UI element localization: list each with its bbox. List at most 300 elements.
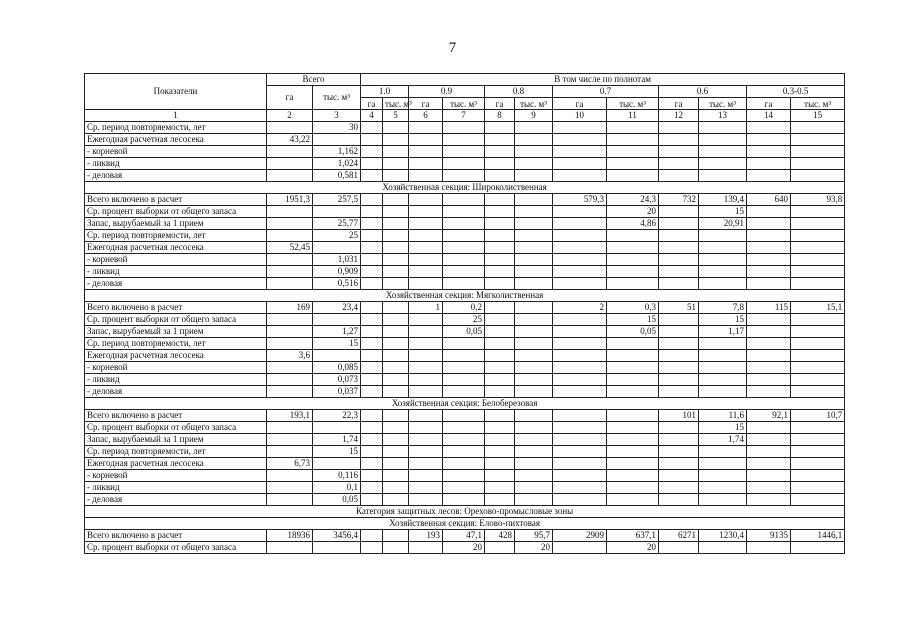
table-cell — [383, 482, 409, 494]
table-cell — [409, 446, 443, 458]
table-cell — [553, 170, 607, 182]
table-cell — [553, 254, 607, 266]
table-cell — [267, 386, 313, 398]
table-cell — [553, 422, 607, 434]
table-cell — [747, 242, 791, 254]
table-cell: 1,17 — [699, 326, 747, 338]
table-cell — [659, 434, 699, 446]
row-label: - ликвид — [85, 482, 267, 494]
table-cell: 3,6 — [267, 350, 313, 362]
table-cell: 637,1 — [607, 530, 659, 542]
sub-ha-header: га — [361, 98, 383, 110]
table-cell: 0,2 — [443, 302, 485, 314]
table-row — [85, 434, 845, 446]
table-cell — [515, 146, 553, 158]
table-cell — [553, 134, 607, 146]
table-cell: 640 — [747, 194, 791, 206]
table-cell — [383, 326, 409, 338]
table-cell — [607, 386, 659, 398]
table-cell: 6271 — [659, 530, 699, 542]
table-cell — [267, 170, 313, 182]
table-cell: 0,909 — [313, 266, 361, 278]
table-cell — [267, 122, 313, 134]
table-cell — [313, 458, 361, 470]
indicator-header: Показатели — [85, 74, 267, 110]
table-cell: 139,4 — [699, 194, 747, 206]
table-cell — [553, 218, 607, 230]
sub-ha-header: га — [553, 98, 607, 110]
table-cell: 1,27 — [313, 326, 361, 338]
table-cell — [791, 350, 845, 362]
table-cell — [267, 422, 313, 434]
table-cell — [607, 470, 659, 482]
table-cell — [361, 134, 383, 146]
table-cell — [361, 374, 383, 386]
table-cell: 0,05 — [443, 326, 485, 338]
table-cell: 0,05 — [313, 494, 361, 506]
sub-m3-header: тыс. м³ — [791, 98, 845, 110]
table-cell — [791, 158, 845, 170]
table-row — [85, 350, 845, 362]
table-cell — [791, 278, 845, 290]
table-cell — [267, 314, 313, 326]
table-cell: 24,3 — [607, 194, 659, 206]
table-cell — [361, 350, 383, 362]
table-cell — [699, 146, 747, 158]
table-cell: 30 — [313, 122, 361, 134]
table-cell — [747, 230, 791, 242]
table-cell — [361, 230, 383, 242]
table-cell — [361, 242, 383, 254]
total-m3-header: тыс. м³ — [313, 86, 361, 110]
row-label: Ср. процент выборки от общего запаса — [85, 314, 267, 326]
table-row — [85, 470, 845, 482]
table-cell — [313, 134, 361, 146]
density-header: 0.8 — [485, 86, 553, 98]
table-cell — [607, 494, 659, 506]
row-label: - ликвид — [85, 158, 267, 170]
table-cell — [443, 242, 485, 254]
table-cell: 1 — [409, 302, 443, 314]
table-cell — [409, 194, 443, 206]
table-cell — [443, 482, 485, 494]
column-number: 2 — [267, 110, 313, 122]
table-cell: 22,3 — [313, 410, 361, 422]
table-cell — [267, 254, 313, 266]
table-cell — [361, 338, 383, 350]
table-cell — [383, 386, 409, 398]
table-cell — [515, 242, 553, 254]
table-cell: 732 — [659, 194, 699, 206]
column-number: 9 — [515, 110, 553, 122]
table-cell — [659, 542, 699, 554]
row-label: - деловая — [85, 494, 267, 506]
table-cell: 0,516 — [313, 278, 361, 290]
table-cell — [383, 134, 409, 146]
table-cell — [443, 266, 485, 278]
table-cell: 9135 — [747, 530, 791, 542]
table-row — [85, 278, 845, 290]
table-cell: 92,1 — [747, 410, 791, 422]
table-cell — [699, 362, 747, 374]
table-cell — [485, 242, 515, 254]
table-cell: 25,77 — [313, 218, 361, 230]
table-cell — [699, 242, 747, 254]
table-cell — [361, 314, 383, 326]
page-number: 7 — [448, 40, 457, 56]
table-cell — [409, 122, 443, 134]
table-cell — [747, 326, 791, 338]
table-cell — [515, 446, 553, 458]
table-cell — [659, 458, 699, 470]
table-cell — [361, 302, 383, 314]
table-cell — [409, 230, 443, 242]
table-cell — [553, 386, 607, 398]
table-cell — [443, 350, 485, 362]
table-cell — [267, 362, 313, 374]
table-row — [85, 254, 845, 266]
table-cell — [383, 350, 409, 362]
column-numbers-row — [85, 110, 845, 122]
table-cell — [699, 482, 747, 494]
table-cell — [515, 434, 553, 446]
table-cell — [515, 158, 553, 170]
table-cell — [443, 434, 485, 446]
table-cell — [443, 386, 485, 398]
row-label: - деловая — [85, 386, 267, 398]
table-cell — [791, 458, 845, 470]
table-cell — [747, 338, 791, 350]
table-cell — [361, 494, 383, 506]
row-label: - ликвид — [85, 266, 267, 278]
table-cell — [515, 278, 553, 290]
table-cell — [443, 410, 485, 422]
table-cell — [485, 482, 515, 494]
row-label: Ср. период повторяемости, лет — [85, 338, 267, 350]
table-cell: 257,5 — [313, 194, 361, 206]
table-cell — [485, 230, 515, 242]
table-cell — [361, 206, 383, 218]
row-label: Ср. период повторяемости, лет — [85, 230, 267, 242]
table-cell — [791, 482, 845, 494]
table-cell: 43,22 — [267, 134, 313, 146]
table-cell: 193,1 — [267, 410, 313, 422]
table-cell — [553, 482, 607, 494]
table-cell — [791, 314, 845, 326]
table-cell — [659, 470, 699, 482]
column-number: 3 — [313, 110, 361, 122]
table-cell — [443, 206, 485, 218]
table-cell — [515, 386, 553, 398]
table-cell — [791, 326, 845, 338]
sub-ha-header: га — [409, 98, 443, 110]
row-label: Ср. период повторяемости, лет — [85, 122, 267, 134]
table-cell: 93,8 — [791, 194, 845, 206]
table-cell — [485, 326, 515, 338]
table-cell — [267, 278, 313, 290]
table-cell — [699, 122, 747, 134]
table-row — [85, 410, 845, 422]
table-cell — [313, 422, 361, 434]
table-cell — [515, 470, 553, 482]
row-label: - корневой — [85, 254, 267, 266]
table-cell — [267, 230, 313, 242]
section-row — [85, 506, 845, 518]
table-cell — [747, 350, 791, 362]
table-cell — [791, 470, 845, 482]
table-cell — [383, 302, 409, 314]
table-cell — [409, 542, 443, 554]
table-cell — [313, 350, 361, 362]
table-cell — [553, 338, 607, 350]
table-row — [85, 122, 845, 134]
column-number: 5 — [383, 110, 409, 122]
table-cell — [485, 338, 515, 350]
table-cell — [699, 230, 747, 242]
table-cell: 15 — [699, 422, 747, 434]
table-row — [85, 314, 845, 326]
table-cell — [443, 278, 485, 290]
table-cell: 579,3 — [553, 194, 607, 206]
column-number: 7 — [443, 110, 485, 122]
section-row — [85, 518, 845, 530]
table-cell — [747, 278, 791, 290]
density-header: 0.3-0.5 — [747, 86, 845, 98]
table-cell — [747, 434, 791, 446]
table-cell — [515, 374, 553, 386]
table-cell — [747, 146, 791, 158]
table-cell: 1,031 — [313, 254, 361, 266]
table-cell — [485, 254, 515, 266]
table-cell — [267, 494, 313, 506]
table-cell: 51 — [659, 302, 699, 314]
table-cell — [383, 266, 409, 278]
table-cell — [485, 362, 515, 374]
forest-allowance-table — [84, 73, 845, 554]
table-cell — [553, 146, 607, 158]
table-cell — [747, 266, 791, 278]
table-cell — [485, 350, 515, 362]
row-label: Ежегодная расчетная лесосека — [85, 458, 267, 470]
table-cell — [409, 470, 443, 482]
table-cell — [553, 446, 607, 458]
table-cell — [747, 470, 791, 482]
column-number: 4 — [361, 110, 383, 122]
table-cell — [409, 206, 443, 218]
table-cell — [607, 278, 659, 290]
table-cell — [267, 482, 313, 494]
table-cell — [553, 326, 607, 338]
table-cell — [485, 314, 515, 326]
table-cell — [383, 170, 409, 182]
table-cell — [443, 422, 485, 434]
table-cell — [659, 206, 699, 218]
table-cell — [747, 206, 791, 218]
table-cell — [409, 134, 443, 146]
density-header: 1.0 — [361, 86, 409, 98]
table-cell — [485, 146, 515, 158]
table-cell — [607, 350, 659, 362]
table-cell — [443, 230, 485, 242]
table-cell — [485, 218, 515, 230]
table-cell — [383, 206, 409, 218]
table-cell — [515, 314, 553, 326]
table-cell — [699, 134, 747, 146]
table-cell: 20 — [443, 542, 485, 554]
total-ha-header: га — [267, 86, 313, 110]
table-cell — [485, 158, 515, 170]
table-cell — [607, 482, 659, 494]
table-cell — [791, 254, 845, 266]
table-cell — [659, 374, 699, 386]
table-cell — [747, 542, 791, 554]
table-cell — [699, 458, 747, 470]
column-number: 15 — [791, 110, 845, 122]
table-cell — [791, 362, 845, 374]
table-cell — [267, 146, 313, 158]
table-cell: 0,05 — [607, 326, 659, 338]
table-cell: 0,581 — [313, 170, 361, 182]
table-cell — [607, 170, 659, 182]
table-cell — [791, 434, 845, 446]
table-cell: 0,116 — [313, 470, 361, 482]
table-cell — [659, 326, 699, 338]
table-cell — [791, 494, 845, 506]
table-cell: 52,45 — [267, 242, 313, 254]
table-cell — [383, 242, 409, 254]
table-cell — [443, 122, 485, 134]
table-cell — [409, 338, 443, 350]
row-label: Всего включено в расчет — [85, 302, 267, 314]
row-label: - корневой — [85, 362, 267, 374]
table-cell — [267, 218, 313, 230]
table-cell — [361, 326, 383, 338]
table-cell: 2909 — [553, 530, 607, 542]
table-cell — [485, 302, 515, 314]
table-cell — [383, 422, 409, 434]
table-cell — [699, 542, 747, 554]
table-cell: 0,085 — [313, 362, 361, 374]
table-cell: 25 — [443, 314, 485, 326]
table-cell — [747, 314, 791, 326]
table-cell — [747, 374, 791, 386]
table-cell — [659, 122, 699, 134]
table-cell — [607, 434, 659, 446]
table-cell — [607, 230, 659, 242]
sub-m3-header: тыс. м³ — [443, 98, 485, 110]
table-cell — [699, 278, 747, 290]
table-cell — [409, 266, 443, 278]
table-cell — [443, 158, 485, 170]
row-label: Ср. процент выборки от общего запаса — [85, 206, 267, 218]
table-row — [85, 170, 845, 182]
table-cell — [659, 446, 699, 458]
table-row — [85, 194, 845, 206]
table-cell — [659, 218, 699, 230]
table-cell: 18936 — [267, 530, 313, 542]
table-cell — [361, 458, 383, 470]
table-cell: 3456,4 — [313, 530, 361, 542]
table-cell — [553, 242, 607, 254]
column-number: 14 — [747, 110, 791, 122]
table-row — [85, 374, 845, 386]
table-cell — [791, 170, 845, 182]
row-label: - деловая — [85, 170, 267, 182]
row-label: Всего включено в расчет — [85, 530, 267, 542]
table-row — [85, 446, 845, 458]
table-row — [85, 362, 845, 374]
table-cell: 169 — [267, 302, 313, 314]
table-cell — [553, 362, 607, 374]
table-row — [85, 158, 845, 170]
table-cell — [383, 254, 409, 266]
table-cell — [443, 134, 485, 146]
column-number: 8 — [485, 110, 515, 122]
table-cell — [659, 422, 699, 434]
table-cell — [485, 266, 515, 278]
table-row — [85, 206, 845, 218]
table-cell — [443, 338, 485, 350]
table-cell: 15 — [699, 206, 747, 218]
table-cell — [699, 350, 747, 362]
table-cell — [747, 494, 791, 506]
table-cell — [383, 494, 409, 506]
column-number: 1 — [85, 110, 267, 122]
table-cell — [409, 350, 443, 362]
table-cell — [607, 458, 659, 470]
table-cell — [443, 170, 485, 182]
table-cell — [515, 302, 553, 314]
table-cell — [443, 494, 485, 506]
table-cell — [659, 230, 699, 242]
table-cell — [409, 242, 443, 254]
section-row — [85, 290, 845, 302]
table-cell: 428 — [485, 530, 515, 542]
table-cell — [747, 422, 791, 434]
table-cell — [409, 458, 443, 470]
table-cell — [699, 470, 747, 482]
column-number: 10 — [553, 110, 607, 122]
table-cell: 47,1 — [443, 530, 485, 542]
table-cell — [659, 134, 699, 146]
by-density-header: В том числе по полнотам — [361, 74, 845, 86]
table-cell — [515, 254, 553, 266]
table-cell — [361, 434, 383, 446]
sub-m3-header: тыс. м³ — [607, 98, 659, 110]
table-cell — [515, 482, 553, 494]
table-cell — [361, 482, 383, 494]
table-cell — [515, 134, 553, 146]
density-header: 0.9 — [409, 86, 485, 98]
table-cell — [361, 362, 383, 374]
table-cell — [607, 422, 659, 434]
table-cell — [409, 146, 443, 158]
table-cell — [607, 446, 659, 458]
table-cell — [791, 338, 845, 350]
table-row — [85, 242, 845, 254]
table-cell: 2 — [553, 302, 607, 314]
table-cell — [607, 146, 659, 158]
column-number: 13 — [699, 110, 747, 122]
table-cell: 4,86 — [607, 218, 659, 230]
column-number: 12 — [659, 110, 699, 122]
table-cell: 20,91 — [699, 218, 747, 230]
table-cell — [383, 158, 409, 170]
total-header: Всего — [267, 74, 361, 86]
table-cell — [699, 446, 747, 458]
table-cell: 20 — [515, 542, 553, 554]
table-cell — [409, 374, 443, 386]
